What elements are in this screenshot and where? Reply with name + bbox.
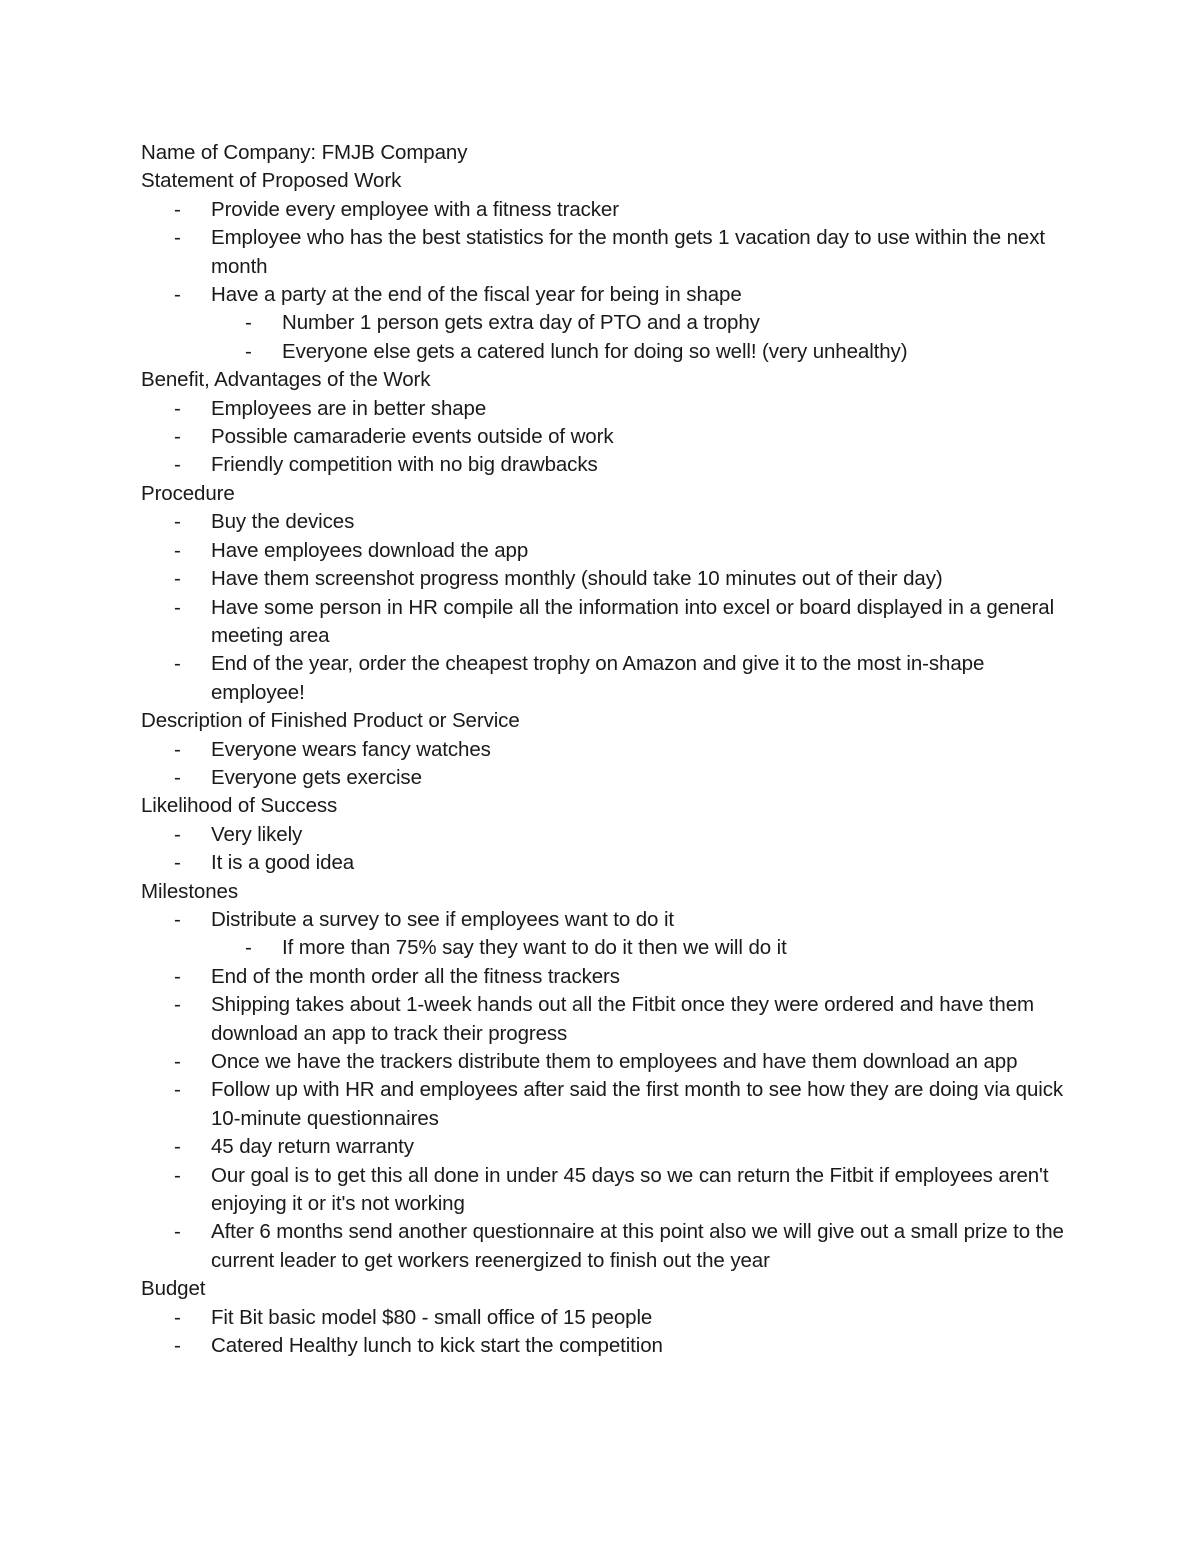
dash-bullet: - <box>174 993 181 1017</box>
dash-bullet: - <box>174 510 181 534</box>
list-item <box>141 196 1071 224</box>
list-item-text: Everyone gets exercise <box>211 765 422 789</box>
list-item-text: End of the month order all the fitness trackers <box>211 964 620 988</box>
dash-bullet: - <box>174 425 181 449</box>
dash-bullet: - <box>174 964 181 988</box>
document-body <box>141 139 1071 1360</box>
list-item-text: Once we have the trackers distribute them to employees and have them download an app <box>211 1050 1018 1073</box>
dash-bullet: - <box>174 197 181 221</box>
dash-bullet: - <box>245 311 252 335</box>
dash-bullet: - <box>245 936 252 960</box>
dash-bullet: - <box>174 822 181 846</box>
list-item <box>141 395 1071 423</box>
list-item-text: Friendly competition with no big drawbacks <box>211 453 598 477</box>
dash-bullet: - <box>174 567 181 591</box>
dash-bullet: - <box>174 1163 181 1187</box>
sub-list-item <box>141 309 1071 337</box>
list-item-text: Have them screenshot progress monthly (should take 10 minutes out of their day) <box>211 567 943 591</box>
section-heading: Procedure <box>141 481 235 505</box>
dash-bullet: - <box>245 339 252 363</box>
dash-bullet: - <box>174 1050 181 1073</box>
list-item <box>141 1332 1071 1360</box>
list-item-text: End of the year, order the cheapest trophy on Amazon and give it to the most in-shape employee! <box>211 652 985 704</box>
list-item <box>141 821 1071 849</box>
list-item-text: Provide every employee with a fitness tracker <box>211 197 619 221</box>
list-item <box>141 537 1071 565</box>
list-item <box>141 736 1071 764</box>
section-heading: Statement of Proposed Work <box>141 169 402 193</box>
dash-bullet: - <box>174 1334 181 1358</box>
list-item <box>141 1218 1071 1275</box>
list-item-text: Distribute a survey to see if employees want to do it <box>211 907 675 931</box>
list-item <box>141 650 1071 707</box>
list-item <box>141 451 1071 479</box>
dash-bullet: - <box>174 1135 181 1159</box>
list-item-text: Fit Bit basic model $80 - small office of 15 people <box>211 1305 653 1329</box>
list-item-text: It is a good idea <box>211 851 355 875</box>
sub-list-item <box>141 934 1071 962</box>
list-item <box>141 423 1071 451</box>
list-item <box>141 1133 1071 1161</box>
list-item-text: Very likely <box>211 822 303 846</box>
section-heading: Description of Finished Product or Service <box>141 709 520 733</box>
dash-bullet: - <box>174 396 181 420</box>
dash-bullet: - <box>174 1078 181 1102</box>
list-item <box>141 594 1071 651</box>
dash-bullet: - <box>174 737 181 761</box>
list-item-text: Buy the devices <box>211 510 355 534</box>
dash-bullet: - <box>174 907 181 931</box>
list-item <box>141 508 1071 536</box>
section-heading: Likelihood of Success <box>141 794 338 818</box>
dash-bullet: - <box>174 765 181 789</box>
section-heading: Milestones <box>141 879 238 903</box>
sub-list-item <box>141 338 1071 366</box>
dash-bullet: - <box>174 538 181 562</box>
list-item-text: Employee who has the best statistics for the month gets 1 vacation day to use within the next month <box>211 226 1045 278</box>
dash-bullet: - <box>174 226 181 250</box>
dash-bullet: - <box>174 652 181 676</box>
list-item-text: Have employees download the app <box>211 538 529 562</box>
list-item-text: Shipping takes about 1-week hands out all the Fitbit once they were ordered and have them download an app to track their progress <box>211 993 1035 1045</box>
list-item-text: Possible camaraderie events outside of work <box>211 425 614 449</box>
section-heading: Budget <box>141 1277 206 1301</box>
list-item <box>141 1048 1071 1076</box>
list-item-text: Everyone wears fancy watches <box>211 737 491 761</box>
list-item <box>141 906 1071 934</box>
list-item-text: 45 day return warranty <box>211 1135 414 1159</box>
dash-bullet: - <box>174 453 181 477</box>
list-item-text: Our goal is to get this all done in under 45 days so we can return the Fitbit if employees aren't enjoying it or it's not working <box>211 1163 1049 1216</box>
section-heading: Name of Company: FMJB Company <box>141 141 468 164</box>
list-item-text: Have a party at the end of the fiscal year for being in shape <box>211 283 742 307</box>
dash-bullet: - <box>174 595 181 619</box>
list-item-text: Follow up with HR and employees after said the first month to see how they are doing via quick 10-minute questionnaires <box>211 1078 1064 1130</box>
list-item <box>141 565 1071 593</box>
dash-bullet: - <box>174 283 181 307</box>
list-item <box>141 849 1071 877</box>
list-item <box>141 963 1071 991</box>
list-item-text: Have some person in HR compile all the information into excel or board displayed in a general meeting area <box>211 595 1055 647</box>
list-item-text: If more than 75% say they want to do it then we will do it <box>282 936 787 960</box>
list-item-text: Number 1 person gets extra day of PTO and a trophy <box>282 311 760 335</box>
list-item-text: After 6 months send another questionnaire at this point also we will give out a small prize to the current leader to get workers reenergized to finish out the year <box>211 1220 1064 1272</box>
list-item-text: Employees are in better shape <box>211 396 487 420</box>
dash-bullet: - <box>174 1220 181 1244</box>
list-item-text: Everyone else gets a catered lunch for doing so well! (very unhealthy) <box>282 339 908 363</box>
list-item <box>141 764 1071 792</box>
list-item <box>141 1162 1071 1219</box>
list-item <box>141 1304 1071 1332</box>
section-heading: Benefit, Advantages of the Work <box>141 368 431 392</box>
list-item <box>141 1076 1071 1133</box>
dash-bullet: - <box>174 851 181 875</box>
list-item <box>141 991 1071 1048</box>
list-item <box>141 281 1071 309</box>
list-item <box>141 224 1071 281</box>
dash-bullet: - <box>174 1305 181 1329</box>
list-item-text: Catered Healthy lunch to kick start the competition <box>211 1334 663 1358</box>
